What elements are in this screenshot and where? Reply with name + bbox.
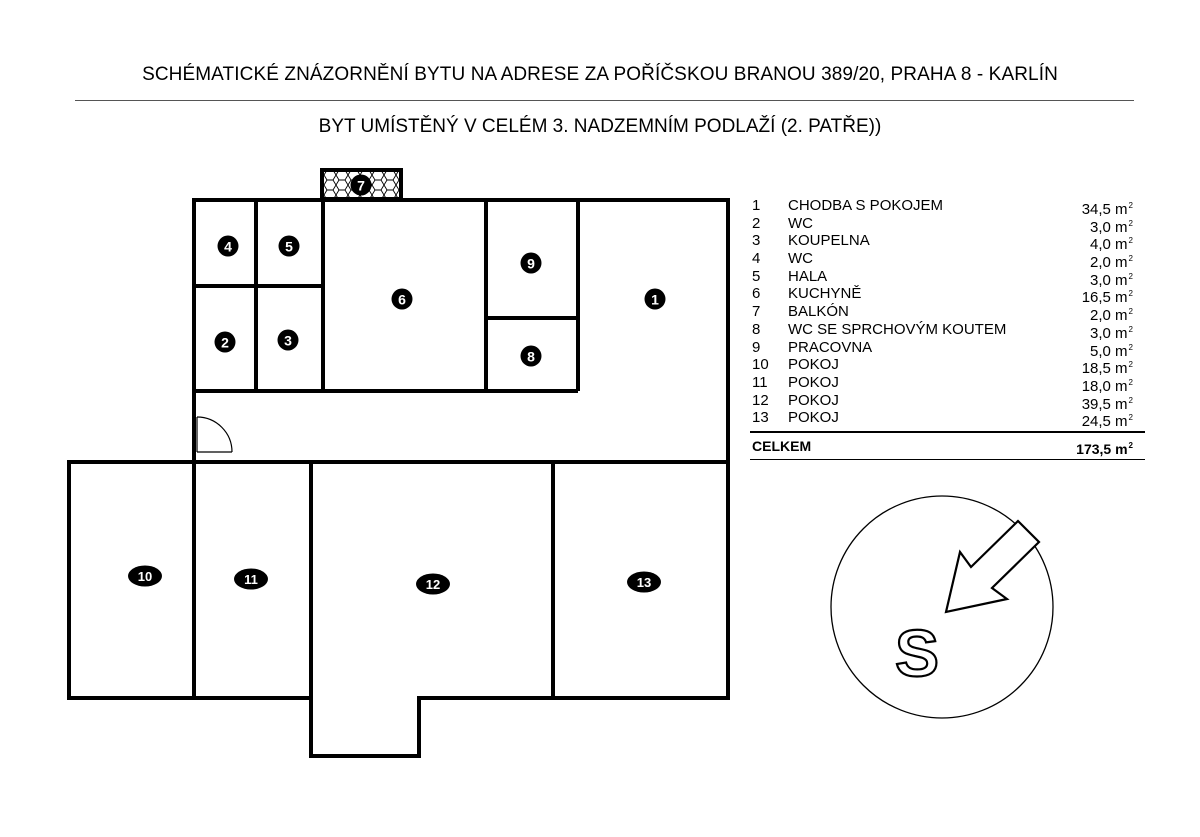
legend-room-area: 2,0 $m^2$ bbox=[1090, 254, 1133, 272]
legend-row bbox=[750, 356, 1145, 378]
legend-room-area: 34,5 $m^2$ bbox=[1081, 201, 1133, 218]
legend-room-area: 16,5 $m^2$ bbox=[1081, 289, 1133, 307]
legend-divider bbox=[750, 431, 1145, 433]
compass-letter: S bbox=[894, 616, 940, 690]
legend-row bbox=[750, 285, 1145, 307]
room-legend bbox=[750, 197, 1145, 460]
legend-room-area: 4,0 $m^2$ bbox=[1090, 236, 1133, 254]
legend-room-area: 24,5 $m^2$ bbox=[1081, 413, 1133, 431]
legend-room-area: 5,0 $m^2$ bbox=[1090, 342, 1133, 360]
legend-row bbox=[750, 197, 1145, 218]
legend-total-area: 173,5 $m^2$ bbox=[1076, 440, 1133, 457]
svg-text:7: 7 bbox=[357, 177, 365, 194]
svg-text:10: 10 bbox=[137, 569, 153, 584]
upper-block-outline bbox=[194, 200, 728, 462]
legend-row bbox=[750, 373, 1145, 395]
legend-room-name: WC bbox=[788, 250, 813, 268]
legend-room-name: BALKÓN bbox=[788, 303, 849, 321]
svg-text:13: 13 bbox=[636, 575, 652, 590]
door-swing bbox=[197, 417, 232, 452]
legend-room-number: 5 bbox=[752, 267, 761, 285]
legend-room-number: 13 bbox=[752, 409, 769, 427]
legend-room-number: 11 bbox=[752, 373, 768, 391]
room-marker-13 bbox=[627, 572, 661, 593]
legend-row bbox=[750, 232, 1145, 254]
legend-room-number: 9 bbox=[752, 338, 761, 356]
room-marker-8 bbox=[521, 346, 542, 367]
legend-room-area: 18,5 $m^2$ bbox=[1081, 360, 1133, 378]
svg-text:12: 12 bbox=[425, 577, 441, 592]
legend-room-number: 3 bbox=[752, 232, 761, 250]
room-marker-2 bbox=[215, 332, 236, 353]
room-marker-7 bbox=[351, 175, 372, 196]
room-marker-6 bbox=[392, 289, 413, 310]
legend-room-number: 1 bbox=[752, 197, 761, 214]
north-arrow-icon bbox=[946, 521, 1039, 612]
legend-room-area: 18,0 $m^2$ bbox=[1081, 377, 1133, 395]
room-marker-9 bbox=[521, 253, 542, 274]
legend-room-name: KUCHYNĚ bbox=[788, 285, 862, 303]
legend-room-number: 12 bbox=[752, 391, 769, 409]
legend-row bbox=[750, 303, 1145, 325]
legend-row bbox=[750, 320, 1145, 342]
legend-room-number: 2 bbox=[752, 214, 761, 232]
legend-room-name: WC SE SPRCHOVÝM KOUTEM bbox=[788, 320, 1007, 338]
room-marker-4 bbox=[218, 236, 239, 257]
page-title: SCHÉMATICKÉ ZNÁZORNĚNÍ BYTU NA ADRESE ZA POŘÍČSKOU BRANOU 389/20, PRAHA 8 - KARLÍN bbox=[142, 64, 1058, 85]
legend-room-name: CHODBA S POKOJEM bbox=[788, 197, 944, 214]
legend-room-name: POKOJ bbox=[788, 356, 839, 374]
legend-room-name: KOUPELNA bbox=[788, 232, 870, 250]
legend-room-name: PRACOVNA bbox=[788, 338, 873, 356]
svg-text:2: 2 bbox=[221, 334, 229, 351]
legend-room-area: 3,0 $m^2$ bbox=[1090, 324, 1133, 342]
legend-room-name: POKOJ bbox=[788, 373, 839, 391]
legend-row bbox=[750, 214, 1145, 236]
svg-text:4: 4 bbox=[224, 238, 232, 255]
legend-room-area: 2,0 $m^2$ bbox=[1090, 307, 1133, 325]
room-marker-5 bbox=[279, 236, 300, 257]
legend-total-label: CELKEM bbox=[752, 437, 812, 454]
legend-row bbox=[750, 391, 1145, 413]
legend-room-number: 4 bbox=[752, 250, 761, 268]
legend-row bbox=[750, 267, 1145, 289]
svg-text:8: 8 bbox=[527, 348, 535, 365]
svg-text:11: 11 bbox=[244, 572, 258, 587]
svg-text:1: 1 bbox=[651, 291, 659, 308]
room-marker-11 bbox=[234, 569, 268, 590]
room-marker-12 bbox=[416, 574, 450, 595]
legend-room-number: 7 bbox=[752, 303, 761, 321]
legend-room-area: 3,0 $m^2$ bbox=[1090, 271, 1133, 289]
legend-room-area: 39,5 $m^2$ bbox=[1081, 395, 1133, 413]
svg-text:9: 9 bbox=[527, 255, 535, 272]
room-marker-10 bbox=[128, 566, 162, 587]
page-subtitle: BYT UMÍSTĚNÝ V CELÉM 3. NADZEMNÍM PODLAŽÍ (2. PATŘE)) bbox=[318, 116, 882, 137]
legend-room-number: 10 bbox=[752, 356, 769, 374]
legend-room-number: 8 bbox=[752, 320, 761, 338]
legend-room-name: HALA bbox=[788, 267, 828, 285]
legend-total-row bbox=[750, 435, 1145, 457]
legend-room-name: POKOJ bbox=[788, 409, 839, 427]
compass bbox=[831, 496, 1053, 718]
svg-text:5: 5 bbox=[285, 238, 293, 255]
room-marker-1 bbox=[645, 289, 666, 310]
legend-room-number: 6 bbox=[752, 285, 761, 303]
svg-text:6: 6 bbox=[398, 291, 406, 308]
legend-room-name: WC bbox=[788, 214, 813, 232]
legend-room-area: 3,0 $m^2$ bbox=[1090, 218, 1133, 236]
room-12-outline bbox=[311, 462, 553, 756]
room-marker-3 bbox=[278, 330, 299, 351]
legend-room-name: POKOJ bbox=[788, 391, 839, 409]
legend-row bbox=[750, 409, 1145, 431]
svg-text:3: 3 bbox=[284, 332, 292, 349]
legend-row bbox=[750, 338, 1145, 360]
legend-row bbox=[750, 250, 1145, 272]
